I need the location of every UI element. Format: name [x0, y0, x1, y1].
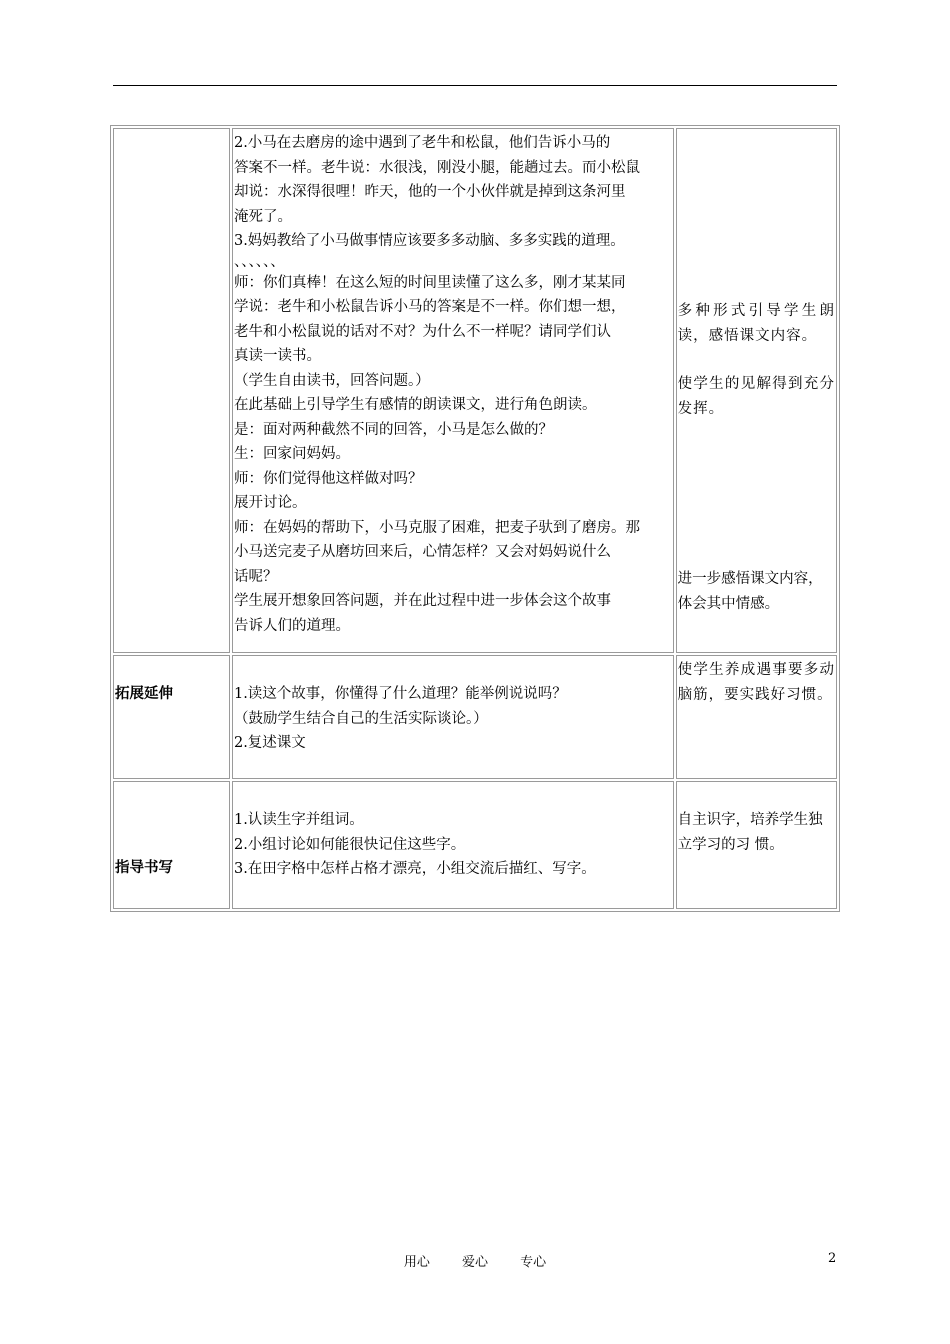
note-text: 使学生养成遇事要多动脑筋，要实践好习惯。 [677, 662, 835, 703]
content-line: 话呢？ [233, 568, 278, 585]
table-row [113, 781, 837, 909]
content-line: 生：回家问妈妈。 [233, 446, 350, 462]
content-line: 淹死了。 [233, 208, 292, 225]
content-line: 却说：水深得很哩！昨天，他的一个小伙伴就是掉到这条河里 [233, 184, 626, 200]
content-line: 在此基础上引导学生有感情的朗读课文，进行角色朗读。 [233, 397, 597, 413]
content-line: 3.在田字格中怎样占格才漂亮，小组交流后描红、写字。 [233, 861, 596, 877]
content-line: 2.小马在去磨房的途中遇到了老牛和松鼠，他们告诉小马的 [233, 135, 611, 151]
note-text: 多种形式引导学生朗读，感悟课文内容。 [677, 303, 835, 344]
content-line: 告诉人们的道理。 [233, 617, 350, 634]
content-line: 师：在妈妈的帮助下，小马克服了困难，把麦子驮到了磨房。那 [233, 519, 640, 536]
note-text: 进一步感悟课文内容，体会其中情感。 [677, 571, 823, 612]
row-label: 拓展延伸 [113, 655, 230, 779]
row-notes [676, 781, 837, 909]
content-line: 3.妈妈教给了小马做事情应该要多多动脑、多多实践的道理。 [233, 233, 625, 249]
content-line: 展开讨论。 [233, 495, 307, 511]
content-line: 师：你们觉得他这样做对吗？ [233, 470, 423, 487]
content-line: （鼓励学生结合自己的生活实际谈论。） [233, 710, 488, 727]
content-line: 师：你们真棒！在这么短的时间里读懂了这么多，刚才某某同 [233, 274, 626, 291]
content-line: 1.认读生字并组词。 [233, 812, 364, 828]
page-footer [0, 1251, 950, 1270]
content-line: 学生展开想象回答问题，并在此过程中进一步体会这个故事 [233, 593, 611, 609]
row-label [113, 128, 230, 653]
note-text: 自主识字，培养学生独立学习的习 惯。 [677, 812, 823, 853]
row-notes [676, 655, 837, 779]
note-text: 使学生的见解得到充分发挥。 [677, 376, 835, 417]
row-label: 指导书写 [113, 781, 230, 909]
footer-item: 专心 [520, 1255, 547, 1270]
content-line: 答案不一样。老牛说：水很浅，刚没小腿，能趟过去。而小松鼠 [233, 159, 640, 176]
content-line: 、、、、、、 [233, 253, 285, 270]
content-line: 1.读这个故事，你懂得了什么道理？能举例说说吗？ [233, 686, 567, 702]
content-line: 2.复述课文 [233, 735, 306, 751]
table-row [113, 128, 837, 653]
page-number: 2 [828, 1251, 837, 1266]
row-content [232, 128, 674, 653]
header-rule [113, 85, 837, 86]
row-content [232, 781, 674, 909]
content-line: 小马送完麦子从磨坊回来后，心情怎样？又会对妈妈说什么 [233, 544, 611, 560]
lesson-plan-table [110, 125, 840, 912]
footer-item: 爱心 [461, 1255, 488, 1270]
content-line: 是：面对两种截然不同的回答，小马是怎么做的？ [233, 421, 553, 438]
footer-item: 用心 [403, 1255, 430, 1270]
content-line: 学说：老牛和小松鼠告诉小马的答案是不一样。你们想一想， [233, 299, 626, 315]
content-line: （学生自由读书，回答问题。） [233, 372, 430, 389]
content-line: 2.小组讨论如何能很快记住这些字。 [233, 836, 466, 853]
row-notes [676, 128, 837, 653]
row-content [232, 655, 674, 779]
content-line: 真读一读书。 [233, 348, 321, 364]
content-line: 老牛和小松鼠说的话对不对？为什么不一样呢？请同学们认 [233, 323, 611, 340]
table-row [113, 655, 837, 779]
